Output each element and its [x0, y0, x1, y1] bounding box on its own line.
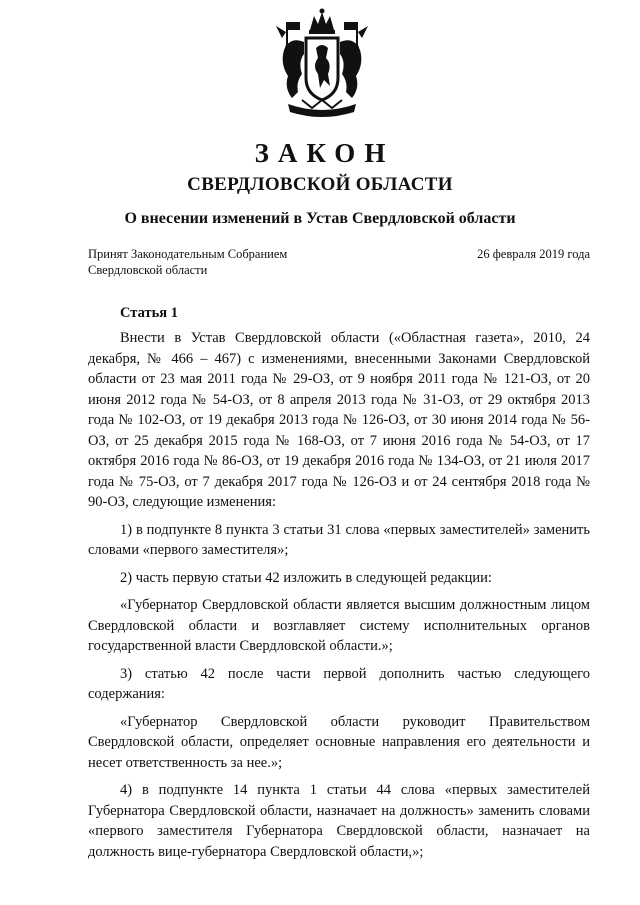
adoption-authority-line2: Свердловской области [88, 263, 208, 277]
adoption-authority [88, 246, 287, 278]
article-paragraph: 2) часть первую статьи 42 изложить в следующей редакции: [120, 569, 492, 586]
adoption-authority-line1: Принят Законодательным Собранием [88, 247, 288, 261]
document-type-title: ЗАКОН [254, 138, 395, 168]
article-paragraph: «Губернатор Свердловской области руководит Правительством Свердловской области, определяет основные направления его деятельности и несет ответственность за нее.»; [88, 713, 590, 771]
article-paragraph: 4) в подпункте 14 пункта 1 статьи 44 слова «первых заместителей Губернатора Свердловской области, назначает на должность» заменить словами «первого заместителя Губернатора Свердловской области, назначает на должность вице-губернатора Свердловской области,»; [88, 782, 590, 860]
article-body [88, 328, 590, 869]
adoption-date: 26 февраля 2019 года [477, 247, 590, 261]
article-heading: Статья 1 [120, 305, 178, 321]
article-paragraph: 3) статью 42 после части первой дополнить частью следующего содержания: [88, 665, 590, 702]
coat-of-arms-icon [272, 8, 372, 120]
article-paragraph: Внести в Устав Свердловской области («Областная газета», 2010, 24 декабря, № 466 – 467) с изменениями, внесенными Законами Свердловской области от 23 мая 2011 года № 29-ОЗ, от 9 ноября 2011 года № 121-ОЗ, от 20 июня 2012 года № 54-ОЗ, от 8 апреля 2013 года № 31-ОЗ, от 29 октября 2013 года № 102-ОЗ, от 19 декабря 2013 года № 126-ОЗ, от 30 июня 2014 года № 56-ОЗ, от 25 декабря 2015 года № 168-ОЗ, от 7 июня 2016 года № 54-ОЗ, от 17 октября 2016 года № 86-ОЗ, от 19 декабря 2016 года № 134-ОЗ, от 21 июля 2017 года № 75-ОЗ, от 7 декабря 2017 года № 126-ОЗ и от 24 сентября 2018 года № 90-ОЗ, следующие изменения: [88, 330, 590, 510]
article-paragraph: «Губернатор Свердловской области является высшим должностным лицом Свердловской области и возглавляет систему исполнительных органов государственной власти Свердловской области.»; [88, 597, 590, 654]
article-paragraph: 1) в подпункте 8 пункта 3 статьи 31 слова «первых заместителей» заменить словами «первого заместителя»; [88, 521, 590, 558]
law-subject-title: О внесении изменений в Устав Свердловской области [124, 210, 516, 227]
issuing-region-title: СВЕРДЛОВСКОЙ ОБЛАСТИ [187, 174, 453, 195]
